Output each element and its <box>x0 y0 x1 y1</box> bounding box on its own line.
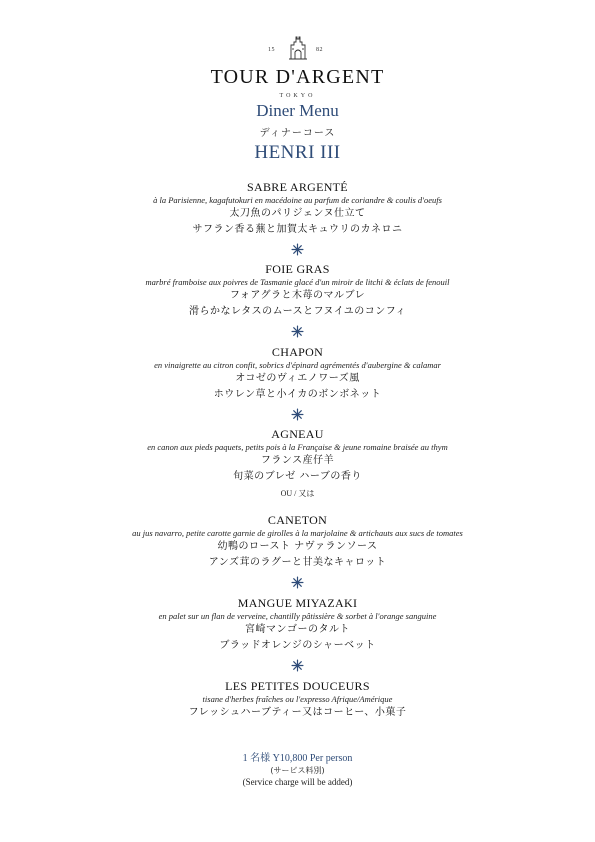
service-charge-en: (Service charge will be added) <box>242 777 353 787</box>
course-title: FOIE GRAS <box>265 262 330 276</box>
course-title: SABRE ARGENTÉ <box>247 180 348 194</box>
course-item <box>0 679 595 721</box>
course-jp-line: 宮崎マンゴーのタルト <box>245 624 350 635</box>
menu-title-jp: ディナーコース <box>259 128 336 139</box>
course-jp-line: ホウレン草と小イカのボンボネット <box>213 389 382 400</box>
or-label: OU / 又は <box>280 489 315 498</box>
star-separator-icon <box>291 325 304 338</box>
course-jp-line: アンズ茸のラグーと甘美なキャロット <box>208 557 387 568</box>
course-item <box>0 596 595 654</box>
crest-year-left: 15 <box>268 47 275 53</box>
star-separator-icon <box>291 576 304 589</box>
price-per-person: 1 名様 Y10,800 Per person <box>242 753 353 764</box>
course-item <box>0 345 595 403</box>
course-description: en palet sur un flan de verveine, chantilly pâtissière & sorbet à l'orange sanguine <box>158 611 437 621</box>
course-description: en canon aux pieds paquets, petits pois à la Française & jeune romaine braisée au thym <box>147 442 448 452</box>
course-item <box>0 427 595 501</box>
course-description: marbré framboise aux poivres de Tasmanie glacé d'un miroir de litchi & éclats de fenouil <box>145 277 450 287</box>
course-item <box>0 513 595 571</box>
brand-city: TOKYO <box>279 93 316 99</box>
course-description: tisane d'herbes fraîches ou l'expresso Afrique/Amérique <box>202 694 393 704</box>
menu-title: Diner Menu <box>256 101 339 120</box>
menu-name: HENRI III <box>254 142 341 163</box>
course-item <box>0 262 595 320</box>
course-title: MANGUE MIYAZAKI <box>237 596 358 610</box>
course-description: en vinaigrette au citron confit, sobrics d'épinard agrémentés d'aubergine & calamar <box>154 360 441 370</box>
course-jp-line: フランス産仔羊 <box>260 455 335 466</box>
course-jp-line: フォアグラと木苺のマルブレ <box>229 290 366 301</box>
course-jp-line: オコゼのヴィエノワーズ風 <box>235 373 360 384</box>
course-title: CHAPON <box>271 345 324 359</box>
course-jp-line: ブラッドオレンジのシャーベット <box>219 640 376 651</box>
course-jp-line: 滑らかなレタスのムースとフヌイユのコンフィ <box>189 306 406 317</box>
course-jp-line: 太刀魚のパリジェンヌ仕立て <box>229 208 366 219</box>
course-jp-line: 幼鴨のロースト ナヴァランソース <box>217 541 378 552</box>
crest-year-right: 82 <box>316 47 323 53</box>
course-title: LES PETITES DOUCEURS <box>225 679 370 693</box>
star-separator-icon <box>291 408 304 421</box>
course-item <box>0 180 595 238</box>
course-title: CANETON <box>267 513 328 527</box>
course-jp-line: 旬菜のブレゼ ハーブの香り <box>233 471 362 482</box>
star-separator-icon <box>291 243 304 256</box>
course-jp-line: フレッシュハーブティー又はコーヒー、小菓子 <box>188 707 407 718</box>
star-separator-icon <box>291 659 304 672</box>
course-jp-line: サフラン香る蕪と加賀太キュウリのカネロニ <box>192 224 403 235</box>
service-charge-jp: (サービス料別) <box>270 766 325 775</box>
course-title: AGNEAU <box>271 427 324 441</box>
course-description: à la Parisienne, kagafutokuri en macédoine au parfum de coriandre & coulis d'oeufs <box>153 195 442 205</box>
course-description: au jus navarro, petite carotte garnie de girolles à la marjolaine & artichauts aux sucs de tomates <box>132 528 463 538</box>
crest-icon <box>283 33 313 63</box>
brand-logo-text: TOUR D'ARGENT <box>210 66 385 88</box>
